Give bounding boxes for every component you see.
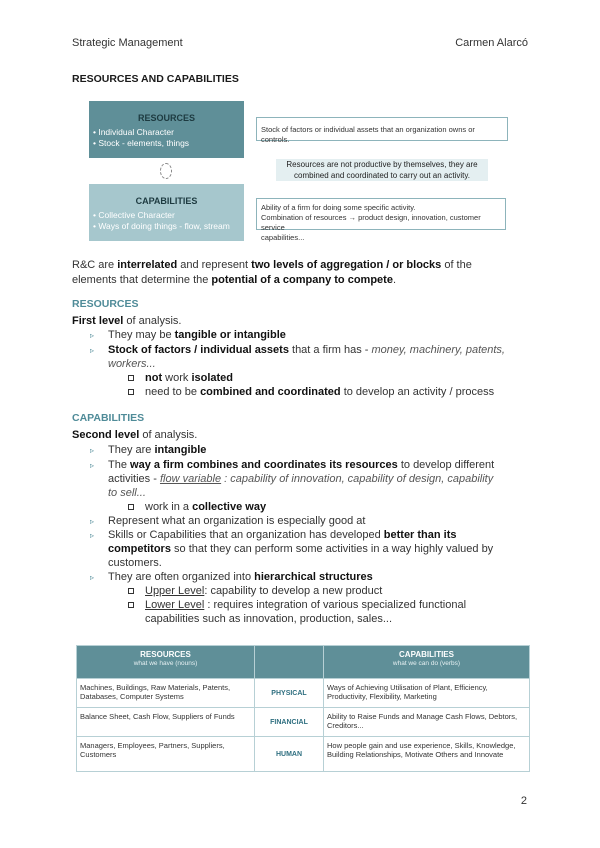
sub-text: need to be	[145, 386, 201, 398]
capabilities-bullet-4-line2	[108, 542, 526, 557]
sub-bold: not	[145, 372, 163, 384]
sub-bold: collective way	[192, 501, 267, 513]
resources-capabilities-table	[76, 645, 530, 772]
resources-bullet-2-cont: workers...	[108, 358, 156, 370]
bullet-italic: money, machinery, patents,	[371, 344, 505, 356]
bullet-text: Skills or Capabilities that an organization has developed	[108, 529, 384, 541]
square-bullet-icon	[128, 504, 134, 510]
bullet-text: They are	[108, 444, 155, 456]
resources-box-title: RESOURCES	[137, 113, 195, 123]
bullet-italic: : capability of innovation, capability of design, capability	[221, 473, 494, 485]
level-text: of analysis.	[123, 315, 182, 327]
table-cell-category: HUMAN	[255, 737, 324, 772]
sub-bold: combined and coordinated	[200, 386, 341, 398]
square-bullet-icon	[128, 389, 134, 395]
capabilities-bullet-2-line3: to sell...	[108, 487, 146, 499]
resources-description: Stock of factors or individual assets that an organization owns or controls.	[256, 117, 508, 141]
level-text: of analysis.	[139, 429, 198, 441]
header-title: Strategic Management	[72, 37, 183, 49]
header-title: RESOURCES	[140, 650, 191, 659]
bullet-bold: hierarchical structures	[254, 571, 373, 583]
capabilities-bullet-1	[108, 443, 206, 458]
bullet-icon: ▹	[90, 446, 95, 455]
section-title: RESOURCES AND CAPABILITIES	[72, 73, 239, 85]
intro-text: and represent	[177, 259, 252, 271]
capabilities-desc-line: capabilities...	[261, 233, 305, 242]
table-cell-capabilities: How people gain and use experience, Skills, Knowledge, Building Relationships, Motivate Others and Innovate	[324, 737, 530, 772]
capabilities-bullet-5	[108, 570, 373, 585]
square-bullet-icon	[128, 602, 134, 608]
table-header-row	[77, 646, 530, 679]
bullet-text: They may be	[108, 329, 175, 341]
resources-box	[89, 101, 244, 158]
sub-text: work in a	[145, 501, 193, 513]
resources-box-line: • Stock - elements, things	[93, 138, 190, 148]
resources-bullet-2	[108, 343, 526, 358]
intro-text: .	[392, 274, 397, 286]
bullet-bold: tangible or intangible	[174, 329, 286, 341]
bullet-bold: better than its	[383, 529, 457, 541]
intro-paragraph-line2	[72, 273, 396, 288]
bullet-text: They are often organized into	[108, 571, 255, 583]
resources-sub-2	[145, 385, 494, 400]
sub-text: : capability to develop a new product	[204, 585, 383, 597]
table-row	[77, 679, 530, 708]
level-bold: First level	[72, 315, 124, 327]
sub-text: : requires integration of various specialized functional	[204, 599, 467, 611]
bullet-icon: ▹	[90, 531, 95, 540]
intro-paragraph	[72, 258, 526, 273]
capabilities-bullet-4	[108, 528, 526, 543]
bullet-underline: flow variable	[159, 473, 222, 485]
intro-text: of the	[441, 259, 472, 271]
capabilities-bullet-2-line2	[108, 472, 493, 487]
intro-text: R&C are	[72, 259, 118, 271]
intro-bold: potential of a company to compete	[211, 274, 393, 286]
bullet-icon: ▹	[90, 517, 95, 526]
table-cell-resources: Balance Sheet, Cash Flow, Suppliers of Funds	[77, 708, 255, 737]
note-line: combined and coordinated to carry out an activity.	[294, 171, 470, 180]
capabilities-desc-line: Ability of a firm for doing some specific activity.	[261, 203, 416, 212]
capabilities-box-line: • Collective Character	[93, 210, 175, 220]
capabilities-box	[89, 184, 244, 241]
bullet-bold: way a firm combines and coordinates its resources	[130, 459, 398, 471]
capabilities-sub-1	[145, 500, 266, 515]
capabilities-description	[256, 198, 506, 242]
bullet-text: The	[108, 459, 131, 471]
table-cell-capabilities: Ways of Achieving Utilisation of Plant, Efficiency, Productivity, Flexibility, Marketing	[324, 679, 530, 708]
sub-underline: Lower Level	[145, 599, 205, 611]
header-subtitle: what we have (nouns)	[133, 660, 198, 667]
resources-level	[72, 314, 181, 329]
header-title: CAPABILITIES	[399, 650, 454, 659]
capabilities-bullet-3: Represent what an organization is especially good at	[108, 515, 366, 527]
table-cell-resources: Managers, Employees, Partners, Suppliers, Customers	[77, 737, 255, 772]
bullet-text: activities -	[108, 473, 160, 485]
bullet-bold: intangible	[154, 444, 207, 456]
resources-bullet-1	[108, 328, 286, 343]
level-bold: Second level	[72, 429, 140, 441]
intro-bold: two levels of aggregation / or blocks	[251, 259, 442, 271]
header-subtitle: what we can do (verbs)	[392, 660, 461, 667]
table-header-middle	[255, 646, 324, 679]
header-author: Carmen Alarcó	[455, 37, 528, 49]
table-row	[77, 737, 530, 772]
table-header-capabilities	[324, 646, 530, 679]
intro-bold: interrelated	[117, 259, 178, 271]
resources-sub-1	[145, 371, 233, 386]
capabilities-desc-line: Combination of resources → product design, innovation, customer service	[261, 213, 481, 232]
sub-text: to develop an activity / process	[340, 386, 495, 398]
table-cell-category: FINANCIAL	[255, 708, 324, 737]
capabilities-sub-3-line2: capabilities such as innovation, production, sales...	[145, 613, 393, 625]
intro-text: elements that determine the	[72, 274, 212, 286]
capabilities-level	[72, 428, 197, 443]
sub-bold: isolated	[191, 372, 234, 384]
table-row	[77, 708, 530, 737]
page-number: 2	[520, 795, 527, 807]
capabilities-bullet-4-line3: customers.	[108, 557, 162, 569]
sub-text: work	[162, 372, 192, 384]
bullet-icon: ▹	[90, 331, 95, 340]
bullet-icon: ▹	[90, 461, 95, 470]
note-box	[276, 159, 488, 181]
resources-box-line: • Individual Character	[93, 127, 174, 137]
capabilities-box-line: • Ways of doing things - flow, stream	[93, 221, 230, 231]
capabilities-sub-3	[145, 598, 526, 613]
square-bullet-icon	[128, 375, 134, 381]
bullet-text: that a firm has -	[288, 344, 372, 356]
table-cell-resources: Machines, Buildings, Raw Materials, Patents, Databases, Computer Systems	[77, 679, 255, 708]
bullet-text: to develop different	[397, 459, 495, 471]
table-header-resources	[77, 646, 255, 679]
capabilities-bullet-2	[108, 458, 526, 473]
table-cell-category: PHYSICAL	[255, 679, 324, 708]
resources-heading: RESOURCES	[72, 298, 139, 310]
bullet-bold: competitors	[108, 543, 171, 555]
capabilities-box-title: CAPABILITIES	[135, 196, 198, 206]
capabilities-heading: CAPABILITIES	[72, 412, 145, 424]
bullet-icon: ▹	[90, 346, 95, 355]
capabilities-sub-2	[145, 584, 382, 599]
sub-underline: Upper Level	[145, 585, 205, 597]
table-cell-capabilities: Ability to Raise Funds and Manage Cash Flows, Debtors, Creditors...	[324, 708, 530, 737]
note-line: Resources are not productive by themselves, they are	[286, 160, 478, 169]
bullet-bold: Stock of factors / individual assets	[108, 344, 289, 356]
square-bullet-icon	[128, 588, 134, 594]
double-arrow-icon	[160, 163, 172, 179]
bullet-icon: ▹	[90, 573, 95, 582]
bullet-text: so that they can perform some activities in a way highly valued by	[170, 543, 494, 555]
